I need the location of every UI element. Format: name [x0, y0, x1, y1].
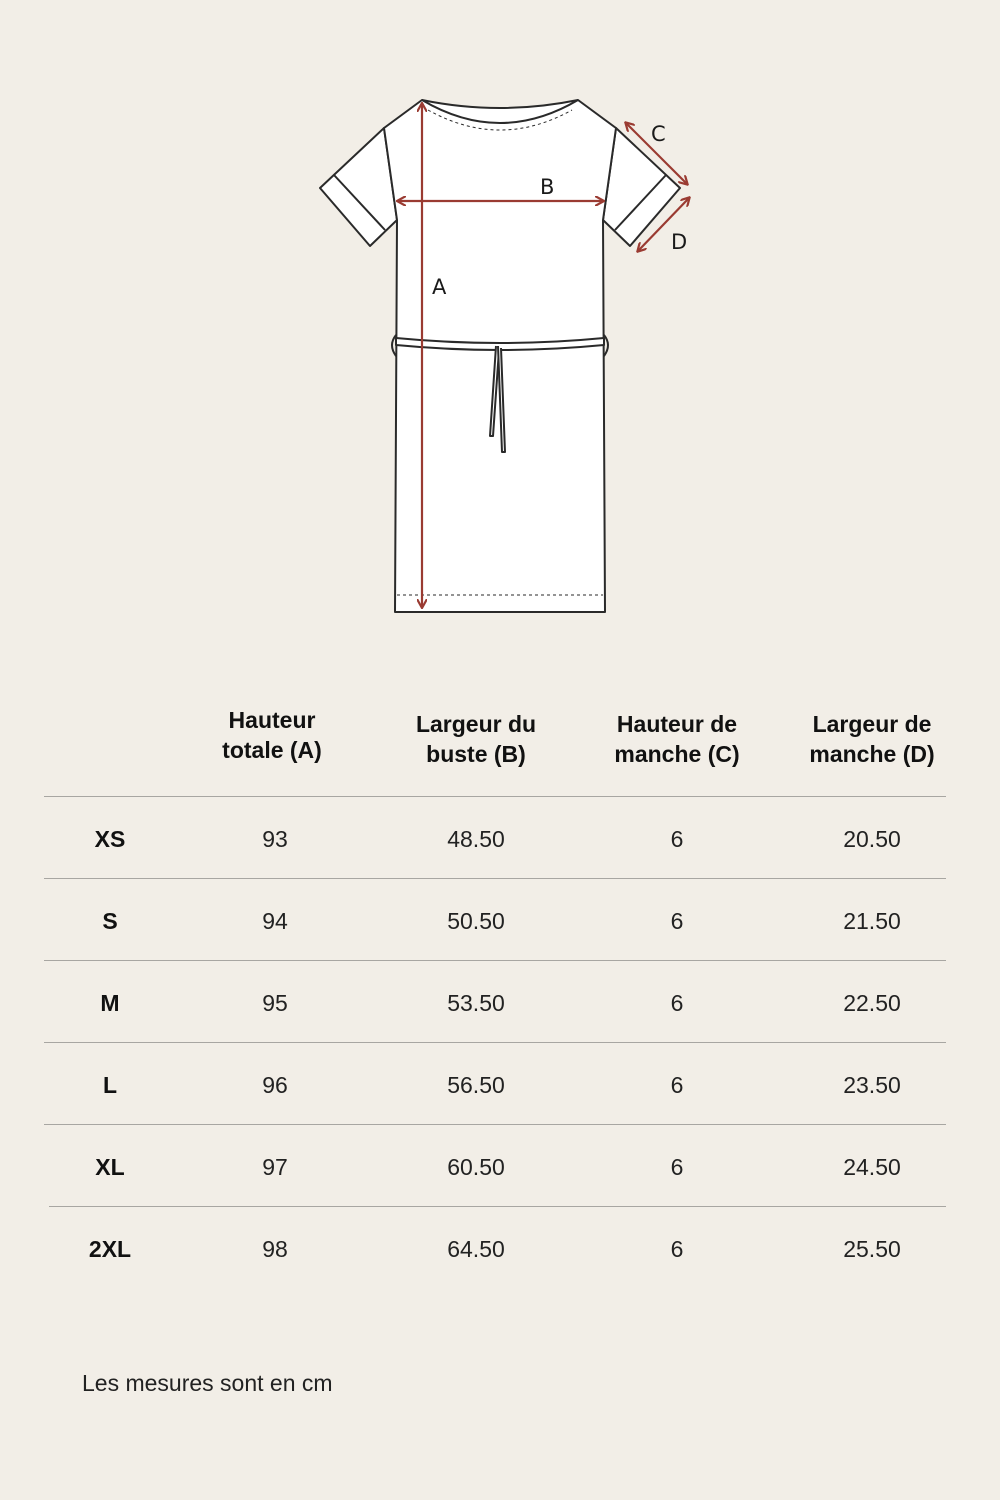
header-total-height: Hauteur totale (A) — [222, 707, 322, 763]
value-sleeve-width: 20.50 — [843, 826, 901, 852]
label-d: D — [671, 230, 688, 254]
table-row — [44, 1124, 946, 1206]
value-total-height: 93 — [262, 826, 288, 852]
value-total-height: 98 — [262, 1236, 288, 1262]
value-sleeve-width: 22.50 — [843, 990, 901, 1016]
value-sleeve-width: 24.50 — [843, 1154, 901, 1180]
value-total-height: 94 — [262, 908, 288, 934]
size-label: 2XL — [88, 1236, 132, 1262]
value-sleeve-width: 23.50 — [843, 1072, 901, 1098]
value-sleeve-height: 6 — [670, 1154, 684, 1180]
table-row — [44, 796, 946, 878]
label-c: C — [651, 122, 666, 146]
label-b: B — [540, 175, 555, 199]
value-bust-width: 64.50 — [447, 1236, 505, 1262]
header-sleeve-height: Hauteur de manche (C) — [614, 711, 740, 767]
table-row — [44, 960, 946, 1042]
value-sleeve-height: 6 — [670, 826, 684, 852]
value-sleeve-width: 21.50 — [843, 908, 901, 934]
table-row — [44, 878, 946, 960]
table-row — [44, 1206, 946, 1288]
dress-diagram — [0, 0, 1000, 640]
value-sleeve-height: 6 — [670, 1236, 684, 1262]
value-bust-width: 50.50 — [447, 908, 505, 934]
units-footnote: Les mesures sont en cm — [82, 1370, 333, 1396]
value-bust-width: 56.50 — [447, 1072, 505, 1098]
table-row — [44, 1042, 946, 1124]
header-bust-width: Largeur du buste (B) — [415, 711, 537, 767]
value-total-height: 96 — [262, 1072, 288, 1098]
value-sleeve-width: 25.50 — [843, 1236, 901, 1262]
label-a: A — [432, 275, 447, 299]
value-total-height: 97 — [262, 1154, 288, 1180]
header-sleeve-width: Largeur de manche (D) — [809, 711, 935, 767]
value-sleeve-height: 6 — [670, 990, 684, 1016]
size-label: M — [100, 990, 120, 1016]
size-label: XL — [95, 1154, 125, 1180]
dress-outline — [320, 100, 680, 612]
size-label: S — [102, 908, 118, 934]
size-label: L — [102, 1072, 118, 1098]
value-bust-width: 53.50 — [447, 990, 505, 1016]
value-bust-width: 60.50 — [447, 1154, 505, 1180]
value-total-height: 95 — [262, 990, 288, 1016]
value-sleeve-height: 6 — [670, 908, 684, 934]
value-sleeve-height: 6 — [670, 1072, 684, 1098]
size-label: XS — [94, 826, 126, 852]
value-bust-width: 48.50 — [447, 826, 505, 852]
